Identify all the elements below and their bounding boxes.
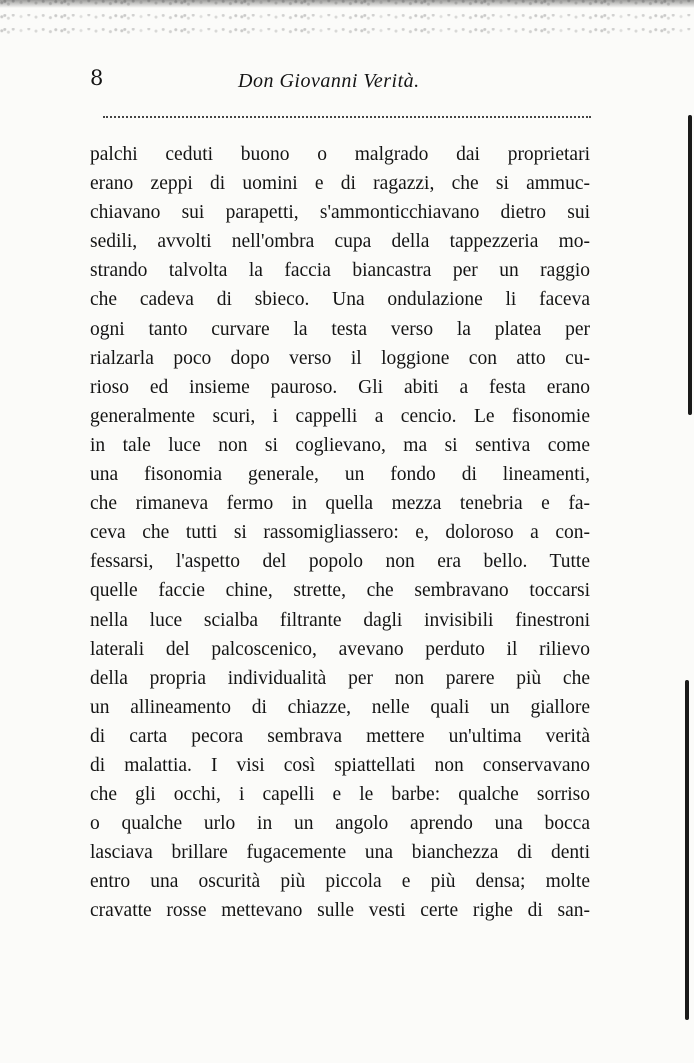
- text-line: lasciava brillare fugacemente una bianchezza di denti: [90, 842, 590, 864]
- text-line: fessarsi, l'aspetto del popolo non era bello. Tutte: [90, 551, 590, 573]
- text-line: che gli occhi, i capelli e le barbe: qualche sorriso: [90, 784, 590, 806]
- text-line: chiavano sui parapetti, s'ammonticchiavano dietro sui: [90, 202, 590, 224]
- text-line: palchi ceduti buono o malgrado dai proprietari: [90, 144, 590, 165]
- text-line: cravatte rosse mettevano sulle vesti certe righe di san-: [90, 900, 590, 922]
- text-line: sedili, avvolti nell'ombra cupa della tappezzeria mo-: [90, 231, 590, 253]
- text-line: di malattia. I visi così spiattellati non conservavano: [90, 754, 590, 776]
- text-line: generalmente scuri, i cappelli a cencio. Le fisonomie: [90, 405, 590, 427]
- page-edge-mark: [685, 680, 689, 1020]
- text-line: strando talvolta la faccia biancastra per un raggio: [90, 260, 590, 282]
- running-title: Don Giovanni Verità.: [238, 70, 420, 92]
- text-line: laterali del palcoscenico, avevano perduto il rilievo: [90, 638, 590, 660]
- text-line: che rimaneva fermo in quella mezza tenebria e fa-: [90, 493, 590, 515]
- text-line: entro una oscurità più piccola e più densa; molte: [90, 871, 590, 893]
- text-line: nella luce scialba filtrante dagli invisibili finestroni: [90, 609, 590, 631]
- text-line: della propria individualità per non parere più che: [90, 667, 590, 689]
- text-line: che cadeva di sbieco. Una ondulazione li faceva: [90, 289, 590, 311]
- page-edge-mark: [688, 115, 692, 415]
- text-line: o qualche urlo in un angolo aprendo una bocca: [90, 813, 590, 835]
- text-line: erano zeppi di uomini e di ragazzi, che si ammuc-: [90, 173, 590, 195]
- body-text: [90, 140, 590, 926]
- text-line: una fisonomia generale, un fondo di lineamenti,: [90, 464, 590, 486]
- text-line: ceva che tutti si rassomigliassero: e, doloroso a con-: [90, 522, 590, 544]
- page-number: 8: [90, 66, 104, 90]
- text-line: quelle faccie chine, strette, che sembravano toccarsi: [90, 580, 590, 602]
- header-dotted-rule: [103, 116, 591, 118]
- text-line: di carta pecora sembrava mettere un'ultima verità: [90, 725, 590, 747]
- text-line: rioso ed insieme pauroso. Gli abiti a festa erano: [90, 376, 590, 398]
- text-line: rialzarla poco dopo verso il loggione con atto cu-: [90, 347, 590, 369]
- page-header: [0, 66, 694, 106]
- text-line: un allineamento di chiazze, nelle quali un giallore: [90, 696, 590, 718]
- text-line: in tale luce non si coglievano, ma si sentiva come: [90, 434, 590, 456]
- text-line: ogni tanto curvare la testa verso la platea per: [90, 318, 590, 340]
- page-top-speckle: [0, 0, 694, 40]
